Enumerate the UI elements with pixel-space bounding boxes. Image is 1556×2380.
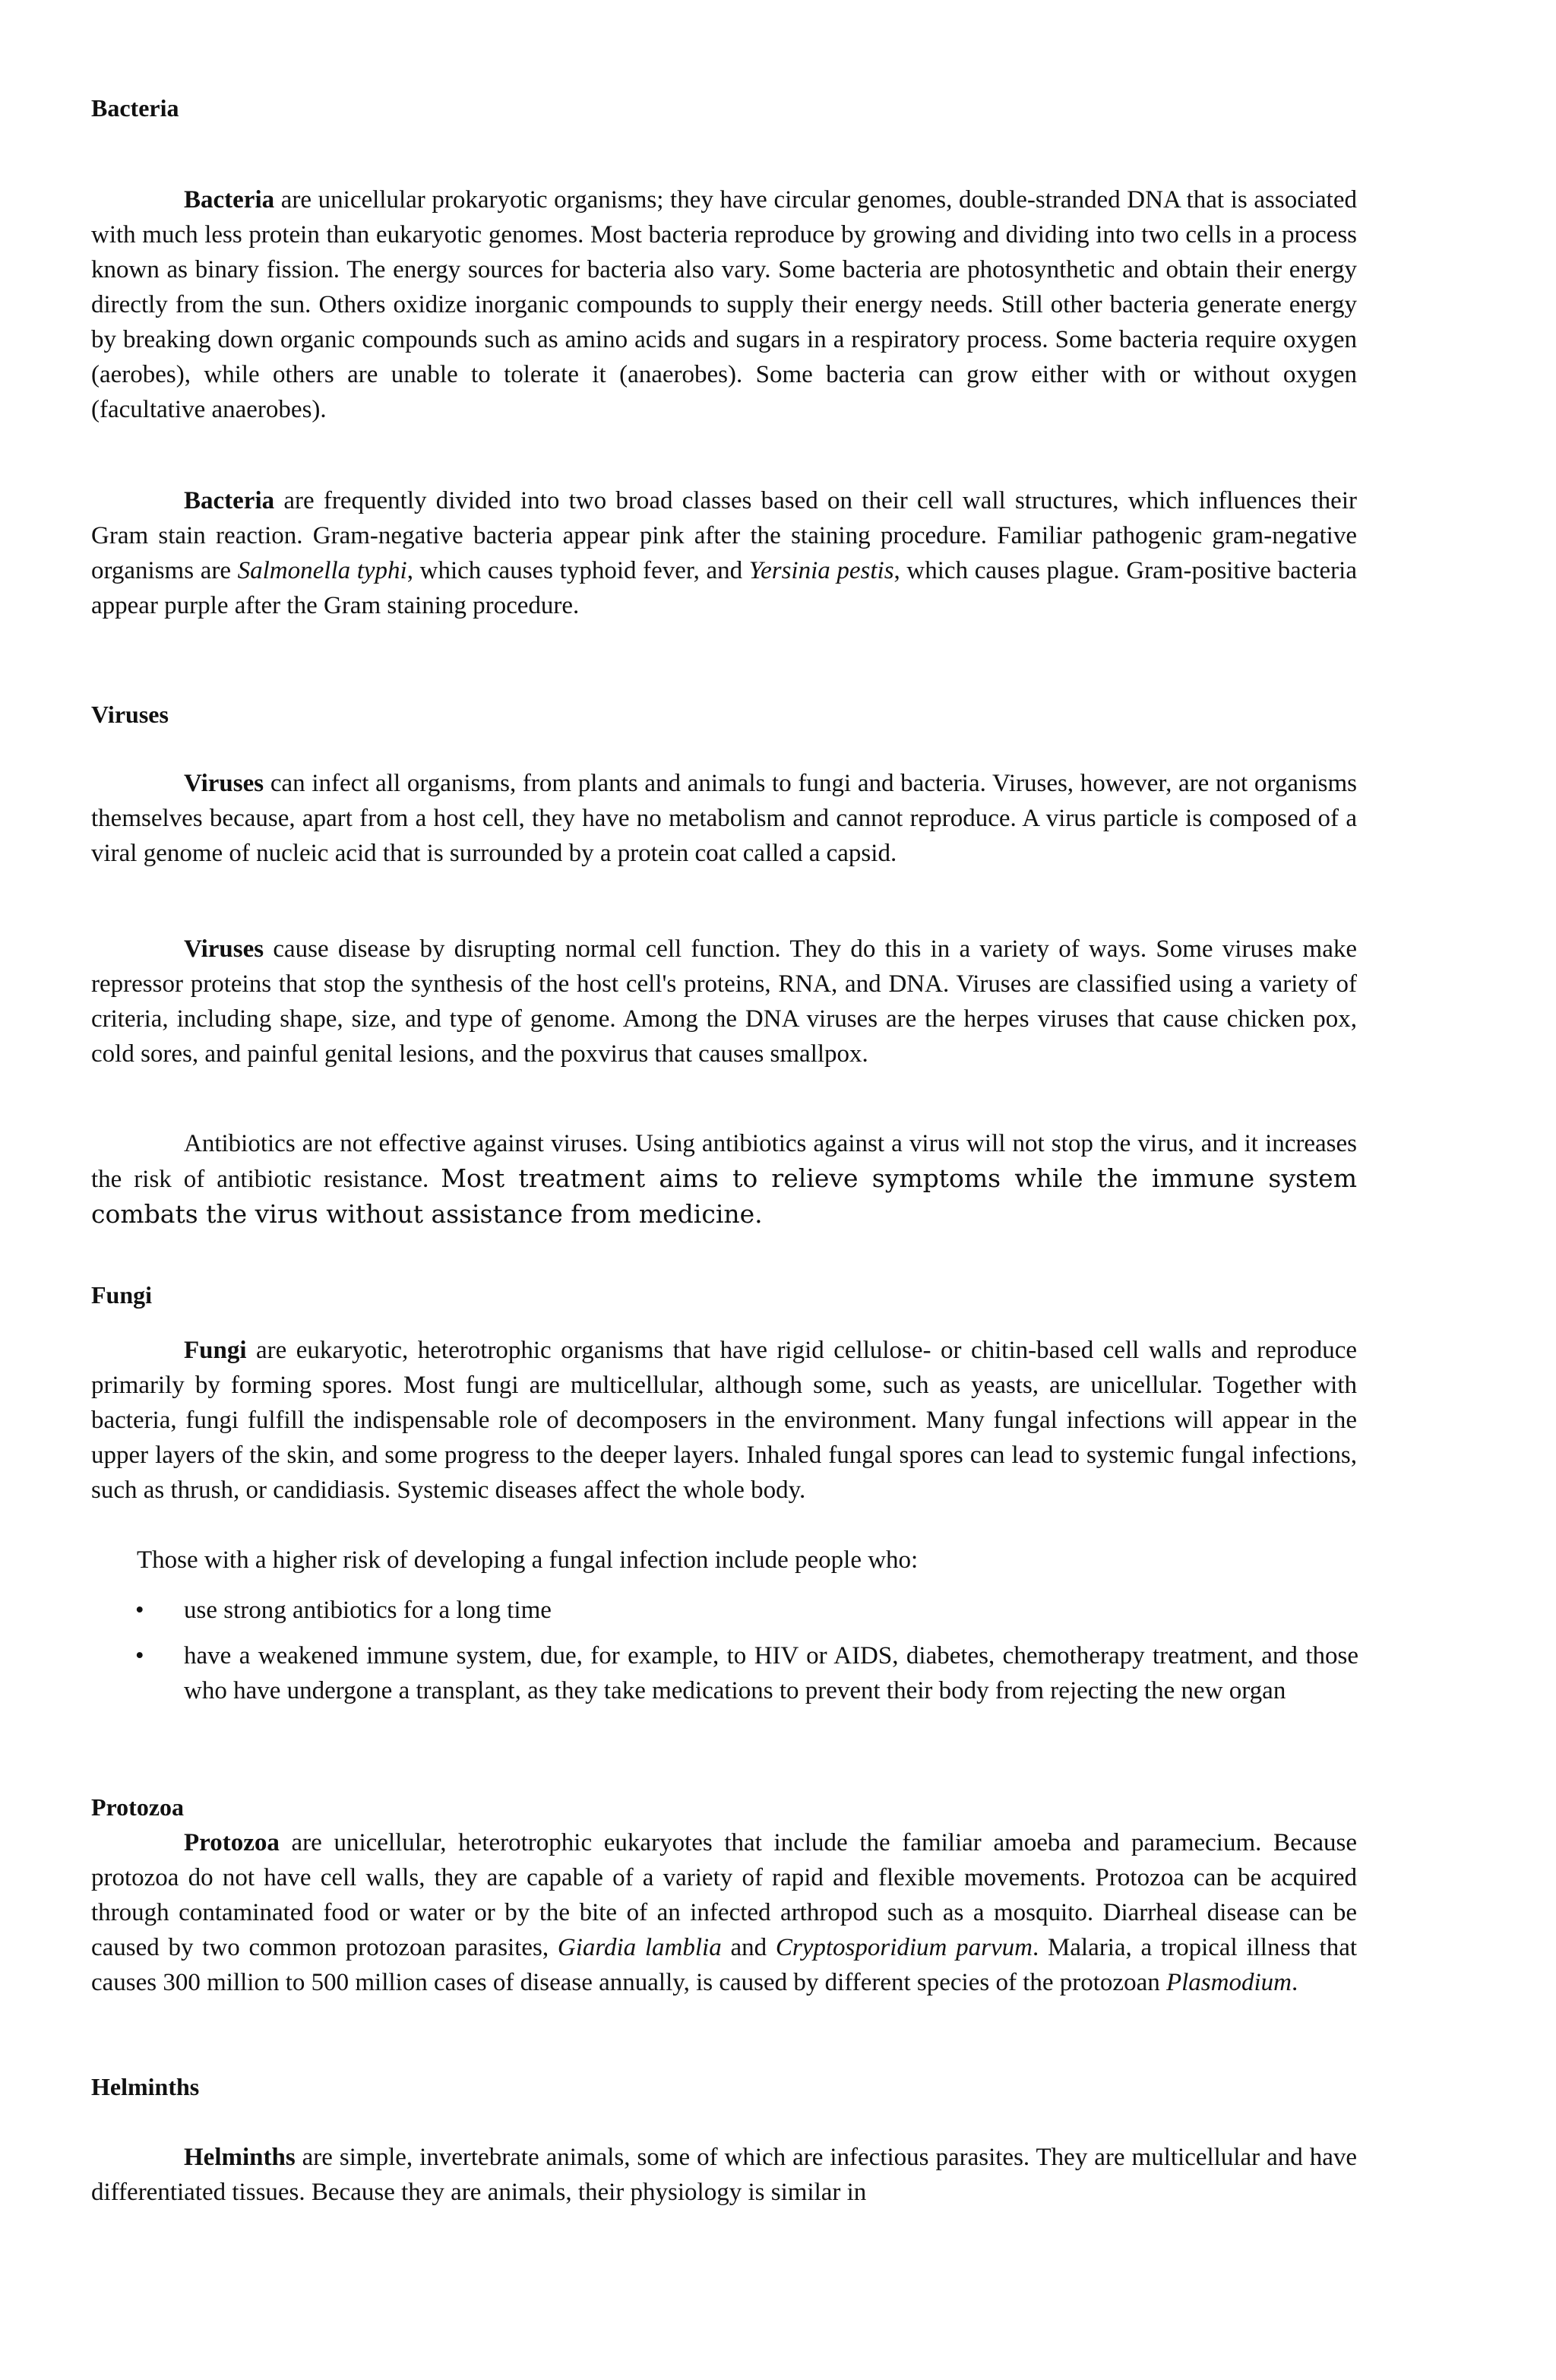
- viruses-term: Viruses: [184, 770, 264, 797]
- bacteria-paragraph-1: Bacteria are unicellular prokaryotic organisms; they have circular genomes, double-stranded DNA that is associated with much less protein than eukaryotic genomes. Most bacteria reproduce by growing and dividing into two cells in a process known as binary fission. The energy sources for bacteria also vary. Some bacteria are photosynthetic and obtain their energy directly from the sun. Others oxidize inorganic compounds to supply their energy needs. Still other bacteria generate energy by breaking down organic compounds such as amino acids and sugars in a respiratory process. Some bacteria require oxygen (aerobes), while others are unable to tolerate it (anaerobes). Some bacteria can grow either with or without oxygen (facultative anaerobes).: [91, 186, 1357, 423]
- list-item: • have a weakened immune system, due, for example, to HIV or AIDS, diabetes, chemotherapy treatment, and those who have undergone a transplant, as they take medications to prevent their body from rejecting the new organ: [91, 1638, 1358, 1708]
- bacteria-term: Bacteria: [184, 487, 275, 514]
- viruses-term: Viruses: [184, 935, 264, 963]
- fungi-heading: Fungi: [91, 1281, 153, 1309]
- helminths-paragraph-1: Helminths are simple, invertebrate animals, some of which are infectious parasites. They are multicellular and have differentiated tissues. Because they are animals, their physiology is similar in: [91, 2144, 1357, 2206]
- helminths-term: Helminths: [184, 2144, 296, 2171]
- protozoa-term: Protozoa: [184, 1829, 280, 1856]
- bacteria-heading: Bacteria: [91, 94, 179, 122]
- protozoa-heading: Protozoa: [91, 1793, 185, 1821]
- bullet-icon: •: [135, 1597, 144, 1624]
- bacteria-term: Bacteria: [184, 186, 275, 214]
- species-name: Salmonella typhi: [237, 557, 407, 584]
- fungi-risk-intro: Those with a higher risk of developing a fungal infection include people who:: [137, 1546, 919, 1574]
- species-name: Cryptosporidium parvum: [775, 1934, 1033, 1961]
- fungi-risk-list: [91, 1593, 1358, 1719]
- viruses-paragraph-2: Viruses cause disease by disrupting normal cell function. They do this in a variety of ways. Some viruses make repressor proteins that stop the synthesis of the host cell's proteins, RNA, and DNA. Viruses are classified using a variety of criteria, including shape, size, and type of genome. Among the DNA viruses are the herpes viruses that cause chicken pox, cold sores, and painful genital lesions, and the poxvirus that causes smallpox.: [91, 935, 1357, 1068]
- viruses-paragraph-3: Antibiotics are not effective against viruses. Using antibiotics against a virus will not stop the virus, and it increases the risk of antibiotic resistance. Most treatment aims to relieve symptoms while the immune system combats the virus without assistance from medicine.: [91, 1130, 1357, 1229]
- protozoa-paragraph-1: Protozoa are unicellular, heterotrophic eukaryotes that include the familiar amoeba and paramecium. Because protozoa do not have cell walls, they are capable of a variety of rapid and flexible movements. Protozoa can be acquired through contaminated food or water or by the bite of an infected arthropod such as a mosquito. Diarrheal disease can be caused by two common protozoan parasites, Giardia lamblia and Cryptosporidium parvum. Malaria, a tropical illness that causes 300 million to 500 million cases of disease annually, is caused by different species of the protozoan Plasmodium.: [91, 1829, 1358, 1996]
- species-name: Plasmodium: [1165, 1969, 1292, 1996]
- viruses-heading: Viruses: [91, 701, 169, 728]
- species-name: Yersinia pestis: [748, 557, 894, 584]
- bullet-icon: •: [135, 1642, 144, 1669]
- viruses-paragraph-1: Viruses can infect all organisms, from plants and animals to fungi and bacteria. Viruses, however, are not organisms themselves because, apart from a host cell, they have no metabolism and cannot reproduce. A virus particle is composed of a viral genome of nucleic acid that is surrounded by a protein coat called a capsid.: [91, 770, 1357, 867]
- species-name: Giardia lamblia: [557, 1934, 722, 1961]
- helminths-heading: Helminths: [91, 2073, 200, 2100]
- list-item: • use strong antibiotics for a long time: [91, 1593, 1358, 1628]
- fungi-paragraph-1: Fungi are eukaryotic, heterotrophic organisms that have rigid cellulose- or chitin-based cell walls and reproduce primarily by forming spores. Most fungi are multicellular, although some, such as yeasts, are unicellular. Together with bacteria, fungi fulfill the indispensable role of decomposers in the environment. Many fungal infections will appear in the upper layers of the skin, and some progress to the deeper layers. Inhaled fungal spores can lead to systemic fungal infections, such as thrush, or candidiasis. Systemic diseases affect the whole body.: [91, 1337, 1357, 1504]
- fungi-term: Fungi: [184, 1337, 247, 1364]
- bacteria-paragraph-2: Bacteria are frequently divided into two broad classes based on their cell wall structures, which influences their Gram stain reaction. Gram-negative bacteria appear pink after the staining procedure. Familiar pathogenic gram-negative organisms are Salmonella typhi, which causes typhoid fever, and Yersinia pestis, which causes plague. Gram-positive bacteria appear purple after the Gram staining procedure.: [91, 487, 1357, 619]
